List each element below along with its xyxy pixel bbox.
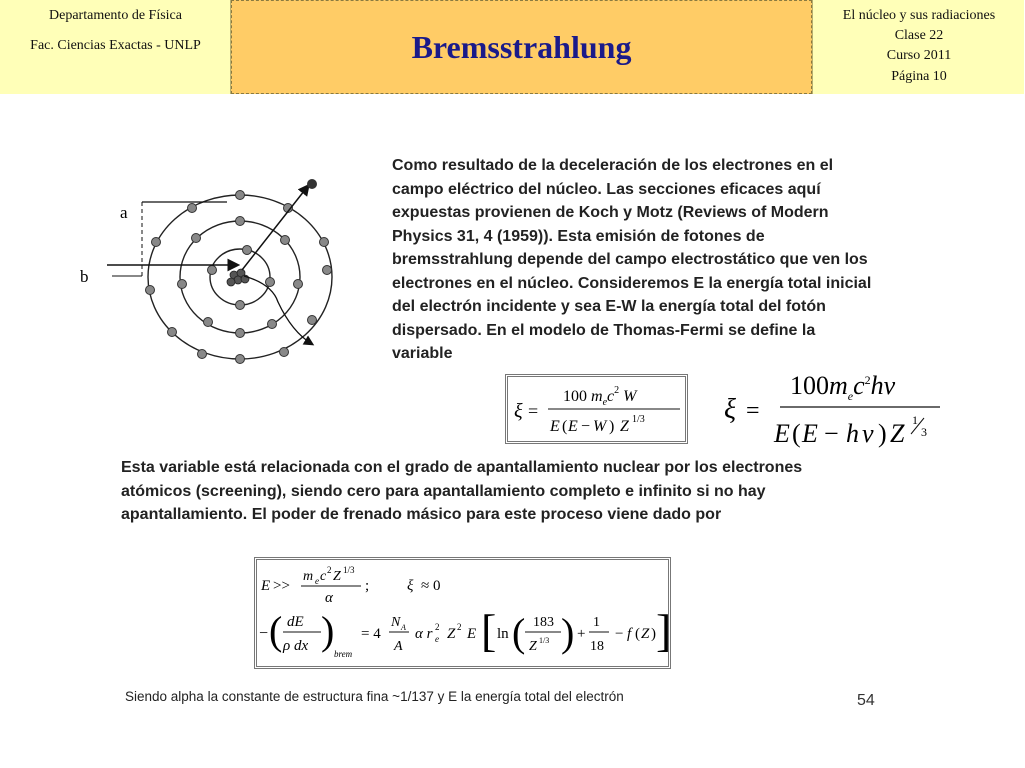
svg-text:1/3: 1/3 (539, 636, 550, 645)
svg-text:(: ( (562, 418, 568, 435)
svg-text:brem: brem (334, 649, 353, 659)
svg-text:c: c (320, 569, 327, 584)
svg-text:α r: α r (415, 626, 433, 642)
svg-text:): ) (561, 610, 575, 655)
header-title-panel (231, 0, 812, 94)
svg-text:e: e (435, 634, 439, 644)
svg-text:=: = (528, 401, 539, 421)
svg-text:ξ: ξ (514, 400, 523, 422)
page-label: Página 10 (891, 69, 947, 84)
svg-text:dE: dE (287, 614, 304, 630)
course-year-label: Curso 2011 (886, 48, 952, 63)
svg-text:E: E (774, 419, 790, 448)
svg-text:−: − (259, 625, 269, 642)
label-a: a (120, 203, 128, 222)
svg-text:2: 2 (327, 565, 332, 575)
svg-text:E: E (568, 418, 578, 435)
svg-text:Z: Z (529, 639, 537, 654)
svg-text:ln: ln (497, 626, 509, 642)
svg-text:): ) (878, 419, 887, 448)
header-left-panel (0, 0, 231, 94)
svg-text:W: W (593, 418, 607, 435)
svg-text:ν: ν (862, 419, 874, 448)
faculty-label: Fac. Ciencias Exactas - UNLP (30, 38, 201, 53)
course-name-label: El núcleo y sus radiaciones (842, 8, 996, 23)
screening-paragraph: Esta variable está relacionada con el grado de apantallamiento nuclear por los electrones atómicos (screening), siendo cero para apantallamiento completo e infinito si no hay apantallamiento. El poder de frenado másico para este proceso viene dado por (121, 459, 803, 523)
department-label: Departamento de Física (49, 8, 182, 23)
svg-text:A: A (394, 639, 403, 654)
svg-text:(: ( (269, 608, 283, 653)
svg-text:E: E (802, 419, 818, 448)
svg-text:h: h (846, 419, 859, 448)
svg-text:−: − (581, 418, 591, 435)
svg-text:E: E (467, 626, 477, 642)
svg-text:E: E (550, 418, 560, 435)
svg-text:(: ( (512, 610, 526, 655)
svg-text:α: α (325, 590, 333, 606)
class-label: Clase 22 (894, 28, 944, 43)
header-right-panel (812, 0, 1024, 94)
svg-text:1: 1 (593, 615, 600, 630)
svg-text:Z: Z (447, 626, 456, 642)
svg-text:]: ] (656, 605, 672, 656)
svg-text:m: m (303, 569, 314, 584)
svg-text:3: 3 (921, 425, 927, 439)
svg-text:): ) (651, 626, 656, 642)
page-title: Bremsstrahlung (411, 29, 632, 65)
svg-text:ρ dx: ρ dx (283, 638, 309, 654)
svg-text:18: 18 (590, 639, 604, 654)
svg-text:+: + (577, 626, 586, 642)
svg-text:Z: Z (641, 626, 650, 642)
svg-text:1: 1 (912, 413, 918, 427)
svg-text:Z: Z (620, 418, 629, 435)
stopping-power-formula-box (254, 557, 671, 669)
svg-text:e: e (315, 576, 319, 586)
svg-text:E: E (261, 578, 271, 594)
svg-text:100mec2hv: $100m_ec^2hv$ (790, 371, 896, 403)
svg-text:ξ: ξ (724, 394, 736, 425)
svg-text:): ) (321, 608, 335, 653)
svg-text:100 mec2 W: 100 $m_ec^2$ W (563, 385, 637, 408)
svg-text:ξ: ξ (407, 578, 414, 594)
svg-text:): ) (609, 418, 615, 435)
svg-text:N: N (391, 615, 401, 630)
svg-text:1/3: 1/3 (343, 565, 355, 575)
svg-text:2: 2 (457, 622, 462, 632)
svg-text:Z: Z (890, 419, 905, 448)
svg-text:(: ( (635, 626, 640, 642)
scattered-particle (307, 179, 317, 189)
svg-text:=: = (746, 398, 760, 424)
svg-text:[: [ (481, 605, 497, 656)
svg-text:(: ( (792, 419, 801, 448)
svg-text:A: A (401, 623, 406, 632)
page-number: 54 (857, 692, 875, 709)
nucleus (227, 269, 249, 286)
xi-formula-large (718, 366, 948, 452)
intro-paragraph: Como resultado de la deceleración de los electrones en el campo eléctrico del núcleo. Las secciones eficaces aquí expuestas provienen de Koch y Motz (Reviews of Modern Physics 31, 4 (1959)). Esta emisión de fotones de bremsstrahlung depende del campo electrostático que ven los electrones en el núcleo. Consideremos E la energía total inicial del electrón incidente y sea E-W la energía total del fotón dispersado. En el modelo de Thomas-Fermi se define la variable (392, 157, 872, 362)
svg-text:2: 2 (435, 622, 440, 632)
svg-text:183: 183 (533, 615, 554, 630)
svg-text:f: f (627, 626, 632, 642)
label-b: b (80, 267, 89, 286)
svg-text:Z: Z (333, 569, 341, 584)
svg-text:>>: >> (273, 578, 290, 594)
svg-text:1/3: 1/3 (632, 414, 645, 425)
svg-text:;: ; (365, 578, 370, 594)
atom-diagram (72, 172, 362, 367)
svg-text:−: − (615, 626, 624, 642)
caption-text: Siendo alpha la constante de estructura fina ~1/137 y E la energía total del electrón (125, 689, 624, 704)
svg-text:= 4: = 4 (361, 626, 381, 642)
xi-formula-box (505, 374, 688, 444)
svg-text:−: − (824, 419, 839, 448)
svg-text:≈ 0: ≈ 0 (421, 578, 441, 594)
